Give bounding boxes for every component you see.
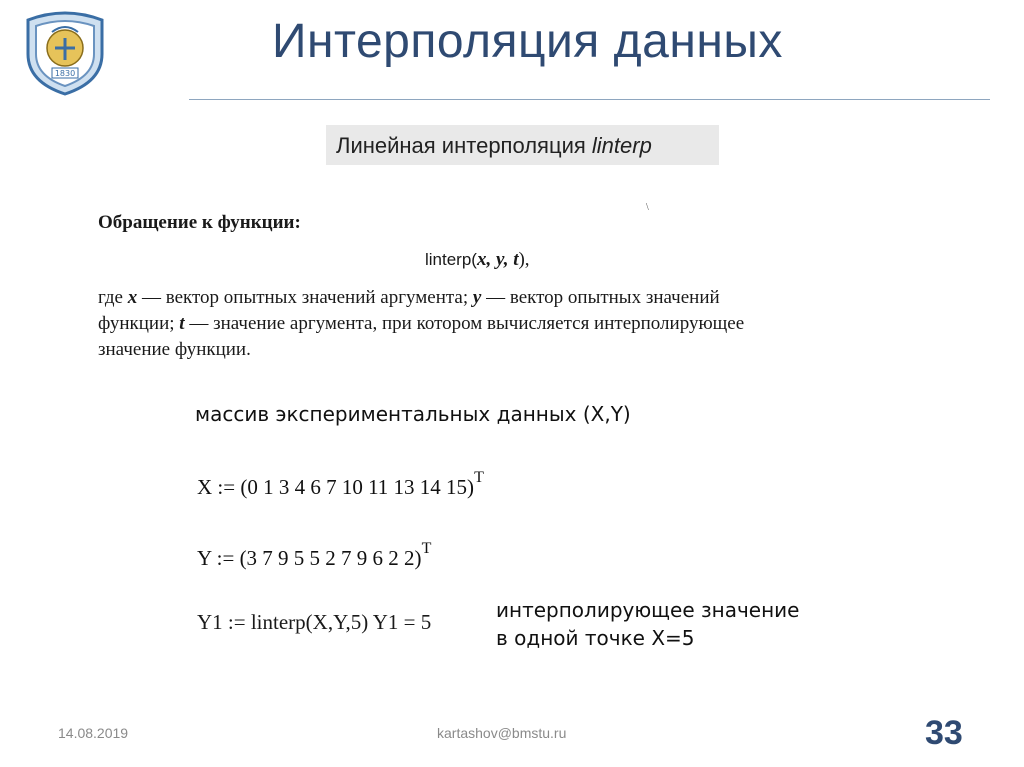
y1-linterp-expression: Y1 := linterp(X,Y,5) Y1 = 5	[197, 610, 432, 634]
syntax-args: x, y, t	[476, 249, 519, 270]
y1-note-line-1: интерполирующее значение	[496, 598, 800, 622]
y1-note-line-2: в одной точке X=5	[496, 626, 695, 650]
description-line-1	[98, 287, 720, 309]
subtitle-function-name: linterp	[591, 133, 652, 158]
description-line-3: значение функции.	[98, 339, 251, 360]
desc-var-t: t	[179, 313, 185, 334]
y-vector-expression: Y := (3 7 9 5 5 2 7 9 6 2 2)	[197, 546, 422, 570]
syntax-function: linterp(	[425, 250, 477, 269]
x-vector-expression: X := (0 1 3 4 6 7 10 11 13 14 15)	[197, 475, 475, 499]
description-line-2	[98, 313, 744, 335]
subtitle-box	[326, 125, 719, 165]
title-divider	[189, 99, 990, 100]
array-caption: массив экспериментальных данных (X,Y)	[195, 402, 631, 426]
desc-text: — вектор опытных значений аргумента;	[137, 287, 473, 308]
desc-var-y: y	[472, 287, 482, 308]
desc-text: — вектор опытных значений	[481, 287, 720, 308]
y-transpose-mark: T	[421, 540, 432, 557]
desc-text: функции;	[98, 313, 180, 334]
footer-date: 14.08.2019	[58, 725, 129, 741]
subtitle	[336, 133, 652, 159]
function-call-heading: Обращение к функции:	[98, 212, 301, 233]
page-title: Интерполяция данных	[272, 15, 783, 68]
university-seal-logo	[22, 4, 108, 96]
logo-year: 1830	[54, 69, 76, 78]
function-call-syntax	[425, 249, 530, 271]
footer-email: kartashov@bmstu.ru	[437, 725, 567, 741]
desc-text: — значение аргумента, при котором вычисляется интерполирующее	[184, 313, 745, 334]
stray-mark: \	[646, 202, 649, 213]
page-number: 33	[925, 714, 963, 752]
y-vector-assignment	[197, 540, 432, 571]
syntax-close: ),	[518, 249, 530, 270]
x-transpose-mark: T	[474, 469, 484, 486]
x-vector-assignment	[197, 469, 484, 500]
subtitle-plain: Линейная интерполяция	[336, 133, 592, 158]
desc-text: где	[98, 287, 128, 308]
desc-var-x: x	[127, 287, 138, 308]
y1-note	[496, 596, 799, 652]
